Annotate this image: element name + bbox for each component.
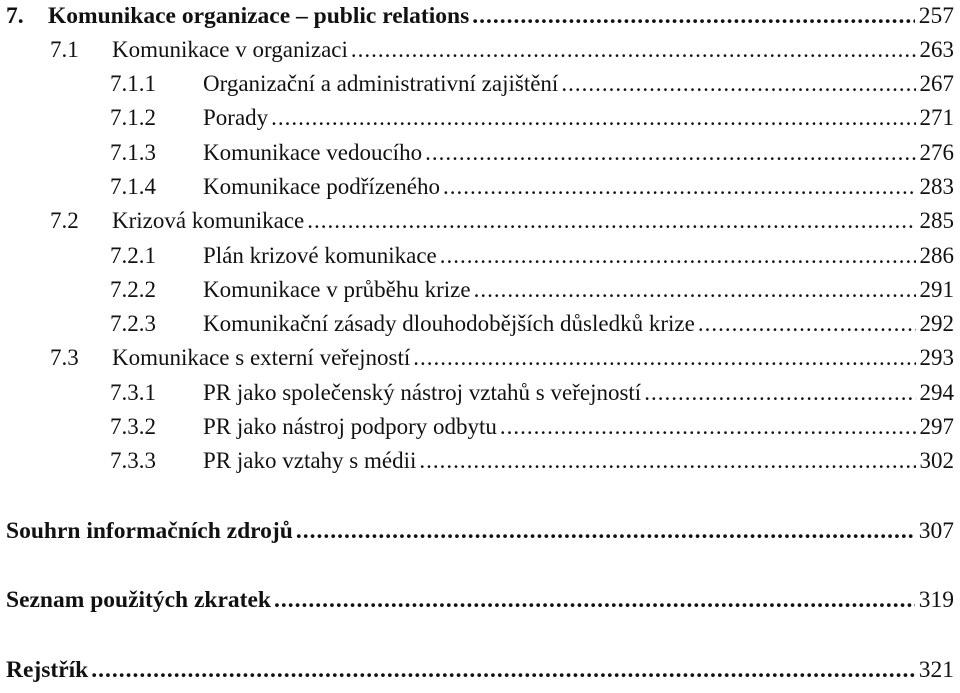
toc-entry-number: 7.1.2 [110, 105, 156, 130]
toc-entry-title: Souhrn informačních zdrojů [6, 518, 293, 544]
dot-leader [351, 34, 916, 66]
toc-entry-7-3-1[interactable] [110, 377, 954, 409]
toc-entry-7-1-1[interactable] [110, 68, 954, 100]
toc-entry-number: 7.2 [50, 208, 79, 233]
dot-leader [413, 342, 915, 374]
toc-entry-7-3[interactable] [50, 342, 954, 374]
toc-entry-page: 271 [919, 105, 954, 130]
dot-leader [443, 171, 916, 203]
toc-entry-title: Krizová komunikace [112, 208, 305, 233]
toc-entry-7-2-1[interactable] [110, 240, 954, 272]
toc-entry-number: 7.1.1 [110, 71, 156, 96]
dot-leader [274, 584, 915, 616]
toc-entry-title: Komunikace v organizaci [112, 37, 348, 62]
toc-entry-title: Seznam použitých zkratek [6, 587, 272, 613]
dot-leader [644, 377, 915, 409]
toc-entry-page: 291 [919, 277, 954, 302]
toc-entry-number: 7.3 [50, 345, 79, 370]
toc-entry-page: 257 [918, 3, 954, 29]
toc-entry-7-2[interactable] [50, 205, 954, 237]
toc-entry-7-3-2[interactable] [110, 411, 954, 443]
toc-entry-title: Porady [203, 105, 269, 130]
toc-entry-page: 276 [919, 140, 954, 165]
toc-entry-number: 7.3.1 [110, 380, 156, 405]
toc-entry-7-1-2[interactable] [110, 102, 954, 134]
toc-entry-number: 7.3.2 [110, 414, 156, 439]
dot-leader [561, 68, 915, 100]
toc-entry-7-2-2[interactable] [110, 274, 954, 306]
toc-entry-page: 294 [919, 380, 954, 405]
toc-entry-number: 7.1.4 [110, 174, 156, 199]
toc-entry-number: 7.3.3 [110, 448, 156, 473]
toc-entry-title: PR jako společenský nástroj vztahů s veřejností [203, 380, 642, 405]
toc-entry-7-1-4[interactable] [110, 171, 954, 203]
toc-entry-page: 302 [919, 448, 954, 473]
toc-entry-title: Komunikace vedoucího [203, 140, 423, 165]
toc-entry-title: Komunikace podřízeného [203, 174, 440, 199]
dot-leader [500, 411, 916, 443]
toc-entry-page: 283 [919, 174, 954, 199]
dot-leader [440, 240, 916, 272]
toc-entry-title: PR jako vztahy s médii [203, 448, 417, 473]
toc-entry-page: 285 [919, 208, 954, 233]
toc-entry-title: Komunikační zásady dlouhodobějších důsledků krize [203, 311, 695, 336]
toc-entry-page: 297 [919, 414, 954, 439]
toc-entry-page: 319 [918, 587, 954, 613]
toc-entry-title: Komunikace v průběhu krize [203, 277, 471, 302]
dot-leader [474, 274, 916, 306]
dot-leader [472, 0, 914, 32]
toc-entry-number: 7.1.3 [110, 140, 156, 165]
toc-entry-7-2-3[interactable] [110, 308, 954, 340]
dot-leader [307, 205, 915, 237]
toc-entry-7[interactable] [6, 0, 954, 32]
toc-entry-title: PR jako nástroj podpory odbytu [203, 414, 497, 439]
toc-entry-number: 7.2.1 [110, 243, 156, 268]
toc-entry-7-1[interactable] [50, 34, 954, 66]
toc-entry-page: 307 [918, 518, 954, 544]
toc-entry-sources[interactable] [6, 515, 954, 547]
toc-entry-page: 267 [919, 71, 954, 96]
toc-entry-7-3-3[interactable] [110, 445, 954, 477]
toc-entry-number: 7. [6, 3, 24, 29]
toc-entry-page: 263 [919, 37, 954, 62]
toc-entry-number: 7.2.3 [110, 311, 156, 336]
toc-entry-title: Rejstřík [6, 657, 89, 683]
toc-entry-number: 7.1 [50, 37, 79, 62]
dot-leader [419, 445, 915, 477]
dot-leader [271, 102, 915, 134]
toc-entry-abbreviations[interactable] [6, 584, 954, 616]
toc-entry-title: Komunikace organizace – public relations [48, 3, 470, 29]
toc-entry-7-1-3[interactable] [110, 137, 954, 169]
toc-entry-title: Organizační a administrativní zajištění [203, 71, 559, 96]
toc-entry-title: Plán krizové komunikace [203, 243, 437, 268]
toc-entry-page: 286 [919, 243, 954, 268]
toc-entry-number: 7.2.2 [110, 277, 156, 302]
dot-leader [425, 137, 915, 169]
dot-leader [698, 308, 916, 340]
dot-leader [296, 515, 915, 547]
toc-entry-page: 292 [919, 311, 954, 336]
toc-entry-index[interactable] [6, 654, 954, 686]
toc-entry-page: 321 [918, 657, 954, 683]
toc-entry-page: 293 [919, 345, 954, 370]
toc-entry-title: Komunikace s externí veřejností [112, 345, 411, 370]
dot-leader [91, 654, 915, 686]
